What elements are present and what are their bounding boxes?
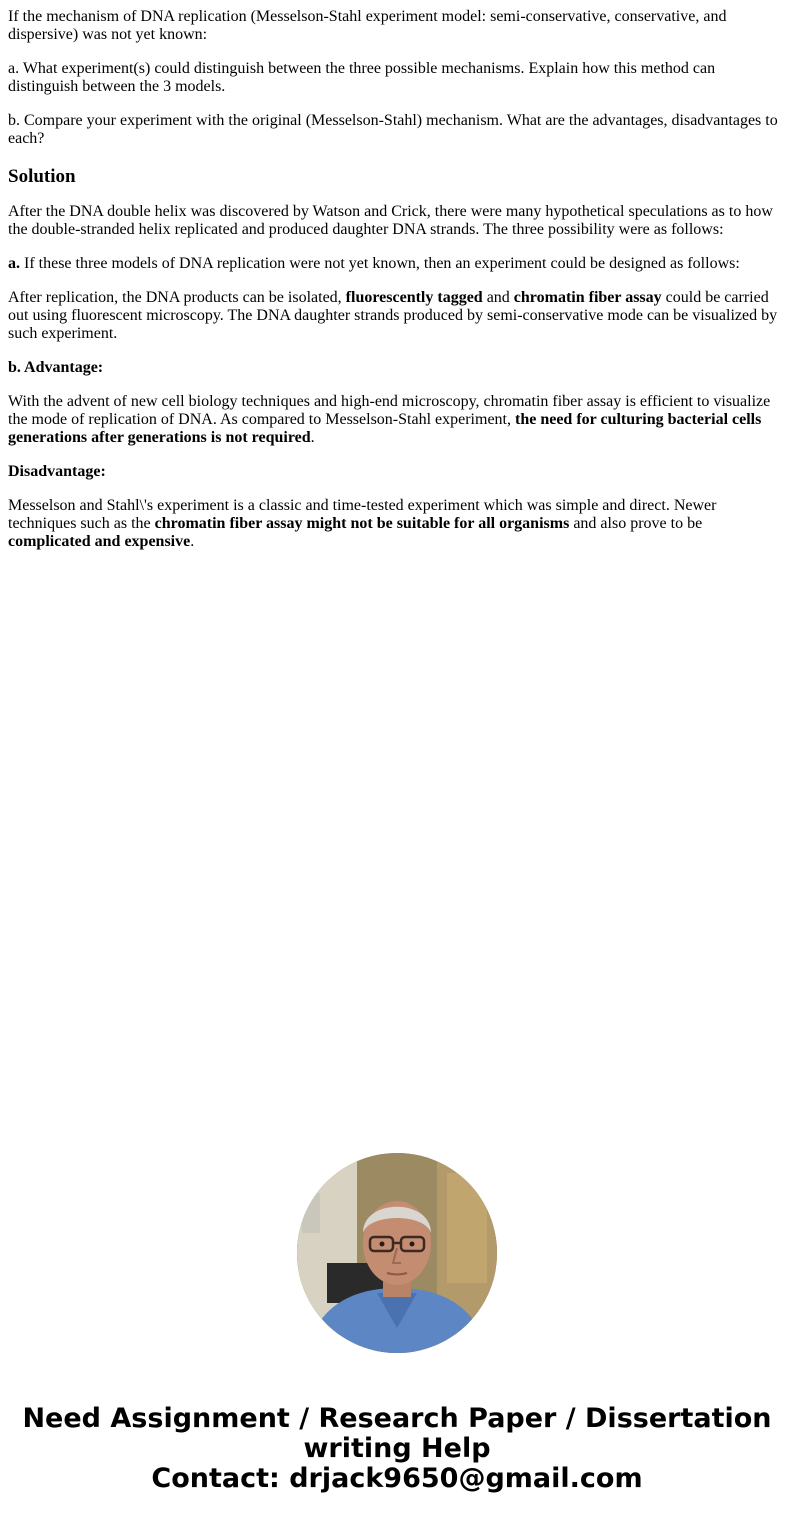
question-intro: If the mechanism of DNA replication (Messelson-Stahl experiment model: semi-conservative, conservative, and dispersive) was not yet known:: [8, 8, 727, 43]
advantage-paragraph: [8, 393, 786, 447]
promo-line-2: writing Help: [303, 1433, 491, 1464]
promo-banner: [0, 1404, 794, 1494]
person-portrait-icon: [297, 1153, 497, 1353]
promo-contact: Contact: drjack9650@gmail.com: [151, 1463, 643, 1494]
disadvantage-text-mid: and also prove to be: [569, 515, 703, 532]
disadvantage-bold-2: complicated and expensive: [8, 533, 191, 550]
solution-paragraph-2: [8, 255, 786, 273]
solution-paragraph-3: [8, 289, 786, 343]
advantage-heading-text: b. Advantage:: [8, 359, 104, 376]
disadvantage-text-start: Messelson and Stahl\'s experiment is a classic and time-tested experiment which was simple and direct. Newer techniques such as the: [8, 497, 717, 532]
solution-heading: Solution: [8, 166, 76, 187]
question-part-a: a. What experiment(s) could distinguish between the three possible mechanisms. Explain how this method can distinguish between the 3 models.: [8, 60, 716, 95]
document-body: [8, 8, 786, 567]
advantage-text-start: With the advent of new cell biology techniques and high-end microscopy, chromatin fiber assay is efficient to visualize the mode of replication of DNA. As compared to Messelson-Stahl experiment,: [8, 393, 771, 428]
advantage-heading: [8, 359, 786, 377]
disadvantage-bold-1: chromatin fiber assay might not be suitable for all organisms: [154, 515, 570, 532]
disadvantage-heading-text: Disadvantage:: [8, 463, 106, 480]
disadvantage-paragraph: [8, 497, 786, 551]
para3-text-end: could be carried out using fluorescent microscopy. The DNA daughter strands produced by semi-conservative mode can be visualized by such experiment.: [8, 289, 778, 342]
para3-text-mid: and: [482, 289, 514, 306]
part-a-text: If these three models of DNA replication were not yet known, then an experiment could be designed as follows:: [20, 255, 740, 272]
promo-line-1: Need Assignment / Research Paper / Dissertation: [22, 1403, 772, 1434]
disadvantage-text-end: .: [190, 533, 195, 550]
disadvantage-heading: [8, 463, 786, 481]
advantage-bold: the need for culturing bacterial cells generations after generations is not required: [8, 411, 762, 446]
para3-bold-fluorescent: fluorescently tagged: [345, 289, 483, 306]
para3-text-start: After replication, the DNA products can be isolated,: [8, 289, 346, 306]
avatar: [297, 1153, 497, 1353]
para3-bold-chromatin: chromatin fiber assay: [513, 289, 662, 306]
advantage-text-end: .: [310, 429, 315, 446]
solution-paragraph-1: After the DNA double helix was discovered by Watson and Crick, there were many hypothetical speculations as to how the double-stranded helix replicated and produced daughter DNA strands. The three possibility were as follows:: [8, 203, 773, 238]
question-part-b: b. Compare your experiment with the original (Messelson-Stahl) mechanism. What are the advantages, disadvantages to each?: [8, 112, 778, 147]
part-a-label: a.: [8, 255, 20, 272]
